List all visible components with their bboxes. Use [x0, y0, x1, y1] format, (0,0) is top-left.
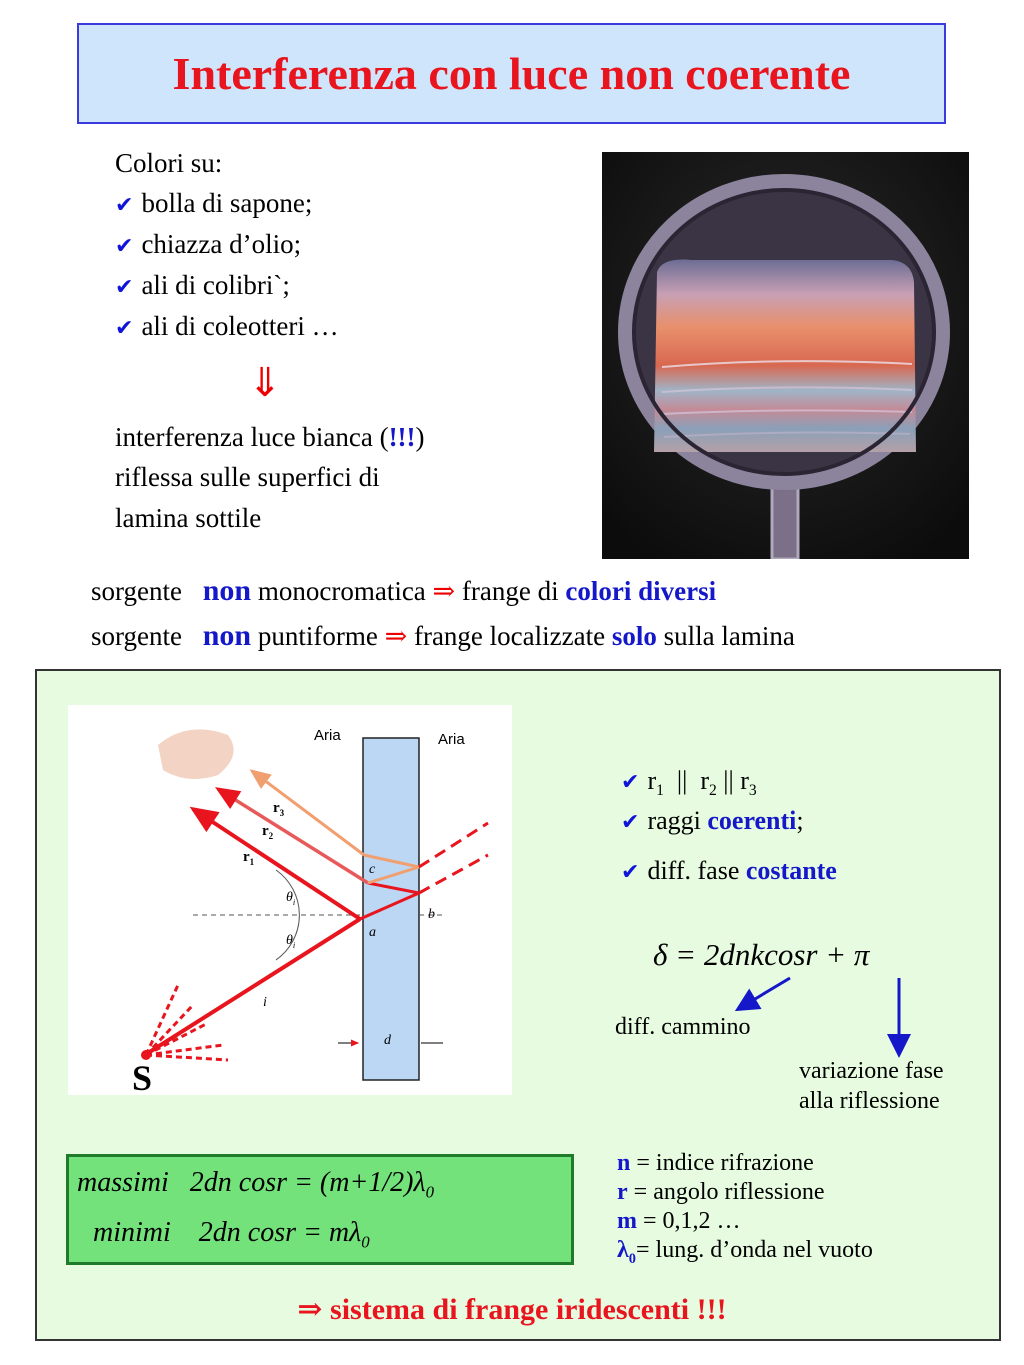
explanation-line3: lamina sottile	[115, 503, 262, 533]
theta-upper-label: $\theta_i$	[286, 890, 296, 907]
list-item: ✔ ali di colibri`;	[115, 270, 290, 300]
point-a-label: a	[369, 925, 376, 940]
soap-film-photo	[602, 152, 969, 559]
check-icon: ✔	[621, 770, 640, 795]
point-b-label: b	[428, 907, 435, 922]
incident-ray-label: i	[263, 995, 267, 1010]
implies-arrow-icon: ⇓	[248, 360, 282, 406]
minima-formula: minimi 2dn $\cos r = m\lambda_0$	[93, 1217, 370, 1252]
implies-arrow-icon: ⇒	[432, 576, 456, 606]
check-icon: ✔	[621, 860, 640, 885]
check-icon: ✔	[115, 275, 134, 300]
source-line-1: sorgente non monocromatica ⇒ frange di colori diversi	[91, 574, 717, 607]
explanation-line1: interferenza luce bianca (!!!)	[115, 422, 425, 452]
legend-lambda: $\lambda_0=$ lung. d’onda nel vuoto	[617, 1237, 873, 1267]
air-left-label: Aria	[314, 727, 341, 744]
legend-m: m = 0,1,2 …	[617, 1208, 741, 1234]
maxima-formula: massimi 2dn $\cos r = (m+1/2)\lambda_0$	[77, 1167, 434, 1202]
explanation-line2: riflessa sulle superfici di	[115, 462, 380, 492]
reflection-label-2: alla riflessione	[799, 1088, 940, 1114]
air-right-label: Aria	[438, 731, 465, 748]
check-icon: ✔	[621, 810, 640, 835]
theta-lower-label: $\theta_i$	[286, 933, 296, 950]
check-constant-phase: ✔ diff. fase costante	[621, 856, 837, 885]
colors-intro: Colori su:	[115, 148, 223, 178]
check-parallel-rays: ✔ $r_1$ || $r_2$ || $r_3$	[621, 766, 757, 800]
ray-r1-label: $r_1$	[243, 849, 255, 867]
list-item: ✔ ali di coleotteri …	[115, 311, 339, 341]
source-label: S	[132, 1058, 153, 1098]
check-coherent: ✔ raggi coerenti;	[621, 806, 804, 835]
ray-r3-label: $r_3$	[273, 800, 285, 818]
reflection-label-1: variazione fase	[799, 1058, 944, 1084]
legend-r: r = angolo riflessione	[617, 1179, 825, 1205]
check-icon: ✔	[115, 234, 134, 259]
title-box	[77, 23, 946, 124]
phase-formula: δ = 2dnkcosr + π	[653, 937, 870, 972]
list-item: ✔ bolla di sapone;	[115, 188, 313, 218]
path-diff-label: diff. cammino	[615, 1014, 751, 1040]
thin-film-diagram	[68, 705, 512, 1098]
ray-r2-label: $r_2$	[262, 823, 274, 841]
conclusion: ⇒ sistema di frange iridescenti !!!	[297, 1293, 727, 1326]
maxima-minima-box	[66, 1154, 574, 1265]
legend-n: n = indice rifrazione	[617, 1150, 814, 1176]
source-line-2: sorgente non puntiforme ⇒ frange localizzate solo sulla lamina	[91, 619, 795, 652]
page-title: Interferenza con luce non coerente	[172, 48, 851, 99]
formula-arrows	[600, 960, 930, 1065]
list-item: ✔ chiazza d’olio;	[115, 229, 302, 259]
point-c-label: c	[369, 862, 376, 877]
check-icon: ✔	[115, 316, 134, 341]
check-icon: ✔	[115, 193, 134, 218]
implies-arrow-icon: ⇒	[384, 621, 408, 651]
thickness-d-label: d	[384, 1033, 391, 1048]
